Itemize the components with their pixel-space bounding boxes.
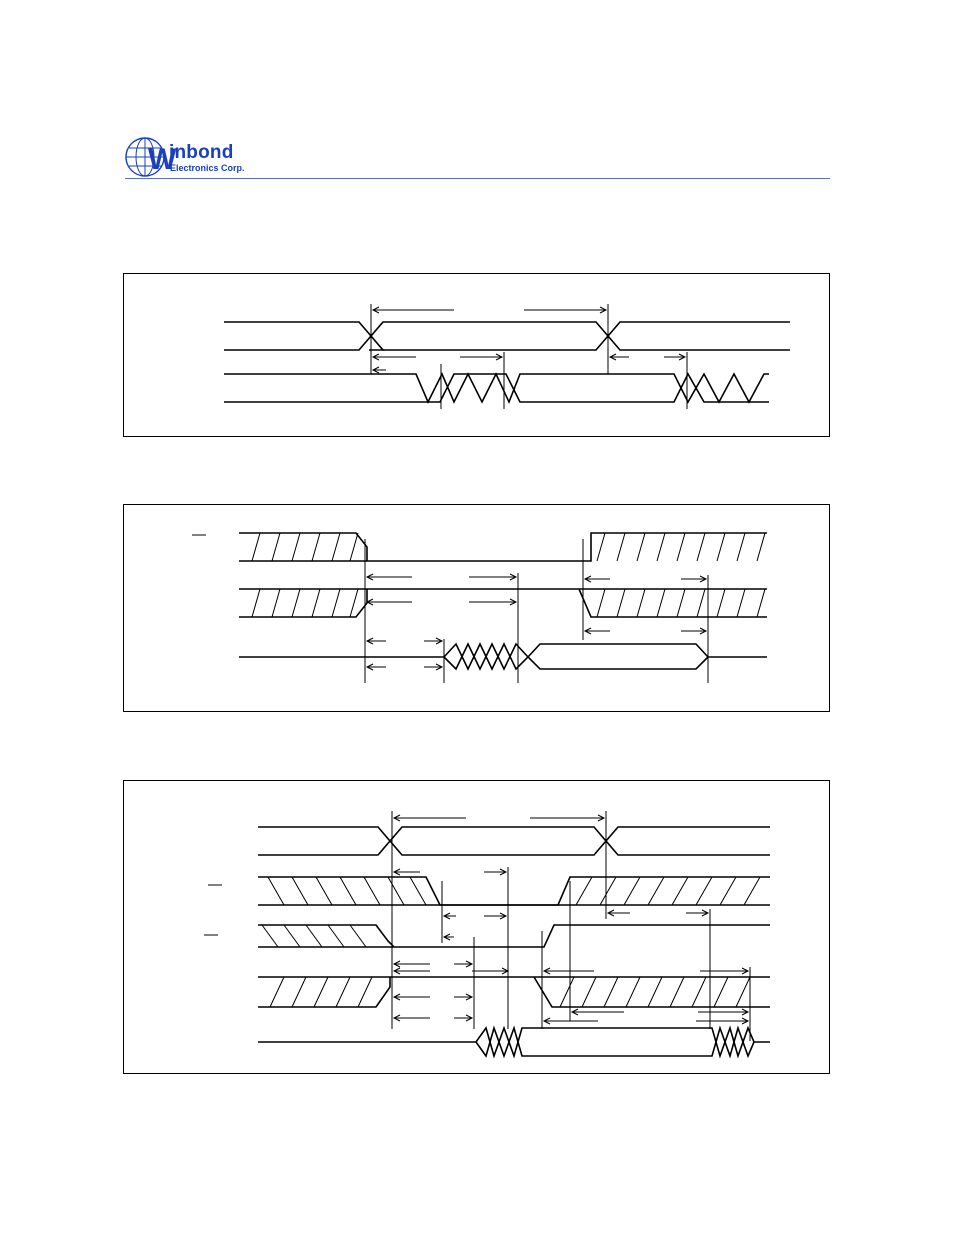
timing-diagram-1 <box>123 273 830 437</box>
company-name: Electronics Corp. <box>170 163 245 173</box>
waveform-3 <box>124 781 831 1075</box>
timing-diagram-2 <box>123 504 830 712</box>
timing-diagram-3 <box>123 780 830 1074</box>
bus-top-mid <box>371 322 790 336</box>
globe-icon <box>125 136 177 178</box>
bus-top-left <box>224 322 383 350</box>
waveform-1 <box>124 274 831 438</box>
winbond-logo <box>125 136 255 178</box>
waveform-2 <box>124 505 831 713</box>
header-divider <box>125 178 830 179</box>
brand-initial: W <box>148 143 177 176</box>
brand-name: inbond <box>169 142 234 163</box>
